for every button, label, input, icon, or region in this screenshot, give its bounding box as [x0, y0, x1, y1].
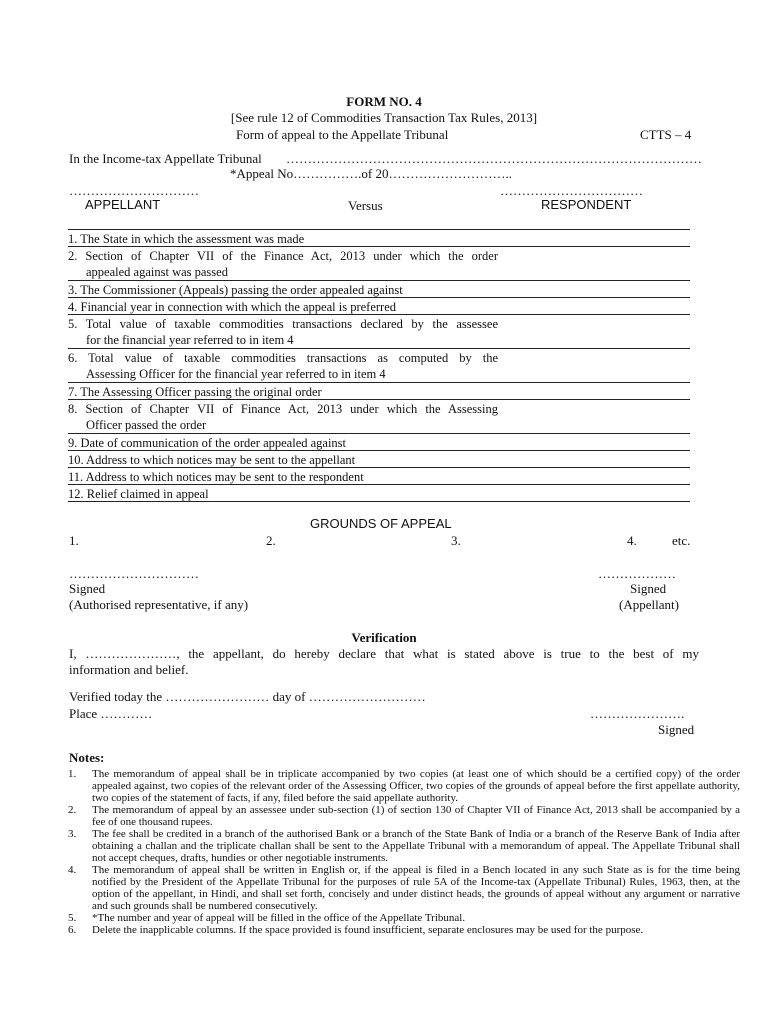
versus-label: Versus: [348, 198, 383, 213]
table-row: [68, 468, 690, 485]
item-text: 12. Relief claimed in appeal: [68, 487, 209, 501]
item-text: 9. Date of communication of the order appealed against: [68, 436, 347, 450]
respondent-label: RESPONDENT: [541, 197, 632, 212]
verified-today-line: Verified today the …………………… day of ………………………: [69, 689, 426, 704]
item-text-continued: for the financial year referred to in item 4: [86, 333, 294, 347]
item-text: 1. The State in which the assessment was made: [68, 232, 305, 246]
appellant-role: (Appellant): [619, 597, 679, 612]
note-item: [68, 912, 740, 924]
note-number: 6.: [68, 924, 77, 936]
representative-sign-dots: …………………………: [69, 566, 199, 581]
form-code: CTTS – 4: [640, 127, 692, 142]
appeal-number-line: *Appeal No…………….of 20………………………..: [230, 166, 513, 181]
item-text: 5. Total value of taxable commodities transactions declared by the assessee: [68, 317, 498, 331]
declaration-text: I, …………………, the appellant, do hereby declare that what is stated above is true to the best of my: [69, 646, 699, 661]
note-text: The fee shall be credited in a branch of the authorised Bank or a branch of the State Bank of India or a branch of the Reserve Bank of India after obtaining a challan and the triplicate challan shall be sent to the Appellate Tribunal with a memorandum of appeal. The Appellate Tribunal shall not accept cheques, drafts, hundies or other negotiable instruments.: [92, 828, 740, 864]
item-text: 7. The Assessing Officer passing the original order: [68, 385, 322, 399]
declaration-text-continued: information and belief.: [69, 662, 189, 677]
grounds-title: GROUNDS OF APPEAL: [310, 516, 452, 531]
notes-list: [68, 768, 740, 936]
item-text-continued: Assessing Officer for the financial year referred to in item 4: [86, 367, 386, 381]
note-item: [68, 864, 740, 912]
tribunal-label: In the Income-tax Appellate Tribunal: [69, 151, 262, 166]
table-row: [68, 230, 690, 247]
table-row: [68, 451, 690, 468]
table-row: [68, 281, 690, 298]
table-row: [68, 247, 690, 281]
verification-signed-label: Signed: [658, 722, 695, 737]
item-text: 10. Address to which notices may be sent to the appellant: [68, 453, 356, 467]
respondent-dots: ……………………………: [500, 183, 643, 198]
note-item: [68, 804, 740, 828]
ground-number-1: 1.: [69, 533, 79, 548]
item-text: 2. Section of Chapter VII of the Finance Act, 2013 under which the order: [68, 249, 498, 263]
note-item: [68, 924, 740, 936]
ground-number-4: 4.: [627, 533, 637, 548]
item-text: 8. Section of Chapter VII of Finance Act, 2013 under which the Assessing: [68, 402, 498, 416]
table-row: [68, 400, 690, 434]
table-row: [68, 485, 690, 502]
item-text: 11. Address to which notices may be sent to the respondent: [68, 470, 364, 484]
table-row: [68, 434, 690, 451]
note-text: The memorandum of appeal shall be written in English or, if the appeal is filed in a Bench located in any such State as is for the time being notified by the President of the Appellate Tribunal for the purposes of rule 5A of the Income-tax (Appellate Tribunal) Rules, 1963, then, at the option of the appellant, in Hindi, and shall set forth, concisely and under distinct heads, the grounds of appeal without any argument or narrative and such grounds shall be numbered consecutively.: [92, 864, 740, 912]
table-row: [68, 383, 690, 400]
note-text: *The number and year of appeal will be filled in the office of the Appellate Tribunal.: [92, 912, 466, 924]
representative-role: (Authorised representative, if any): [69, 597, 249, 612]
item-text: 6. Total value of taxable commodities transactions as computed by the: [68, 351, 498, 365]
tribunal-dots: ……………………………………………………………………………………: [286, 151, 702, 166]
appeal-details-table: [68, 229, 690, 502]
notes-title: Notes:: [69, 750, 105, 765]
appellant-sign-dots: ………………: [598, 566, 676, 581]
verification-sign-dots: ………………….: [590, 706, 685, 721]
grounds-etc: etc.: [672, 533, 691, 548]
note-number: 5.: [68, 912, 77, 924]
appellant-dots: …………………………: [69, 183, 199, 198]
note-number: 3.: [68, 828, 77, 840]
note-text: The memorandum of appeal by an assessee under sub-section (1) of section 130 of Chapter VII of Finance Act, 2013 shall be accompanied by a fee of one thousand rupees.: [92, 804, 740, 828]
ground-number-3: 3.: [451, 533, 461, 548]
note-number: 1.: [68, 768, 77, 780]
table-row: [68, 315, 690, 349]
note-text: The memorandum of appeal shall be in triplicate accompanied by two copies (at least one of which should be a certified copy) of the order appealed against, two copies of the relevant order of the Assessing Officer, two copies of the grounds of appeal before the first appellate authority, two copies of the statement of facts, if any, filed before the said appellate authority.: [92, 768, 740, 804]
item-text: 3. The Commissioner (Appeals) passing the order appealed against: [68, 283, 403, 297]
rule-reference: [See rule 12 of Commodities Transaction Tax Rules, 2013]: [230, 110, 538, 125]
form-subtitle: Form of appeal to the Appellate Tribunal: [236, 127, 449, 142]
place-line: Place …………: [69, 706, 153, 721]
appellant-label: APPELLANT: [85, 197, 161, 212]
item-text: 4. Financial year in connection with which the appeal is preferred: [68, 300, 397, 314]
appellant-signed-label: Signed: [630, 581, 667, 596]
table-row: [68, 349, 690, 383]
note-item: [68, 828, 740, 864]
verification-title: Verification: [351, 630, 417, 645]
representative-signed-label: Signed: [69, 581, 106, 596]
note-number: 2.: [68, 804, 77, 816]
note-number: 4.: [68, 864, 77, 876]
note-text: Delete the inapplicable columns. If the space provided is found insufficient, separate enclosures may be used for the purpose.: [92, 924, 644, 936]
table-row: [68, 298, 690, 315]
form-number: FORM NO. 4: [346, 94, 422, 109]
note-item: [68, 768, 740, 804]
item-text-continued: appealed against was passed: [86, 265, 228, 279]
item-text-continued: Officer passed the order: [86, 418, 207, 432]
ground-number-2: 2.: [266, 533, 276, 548]
